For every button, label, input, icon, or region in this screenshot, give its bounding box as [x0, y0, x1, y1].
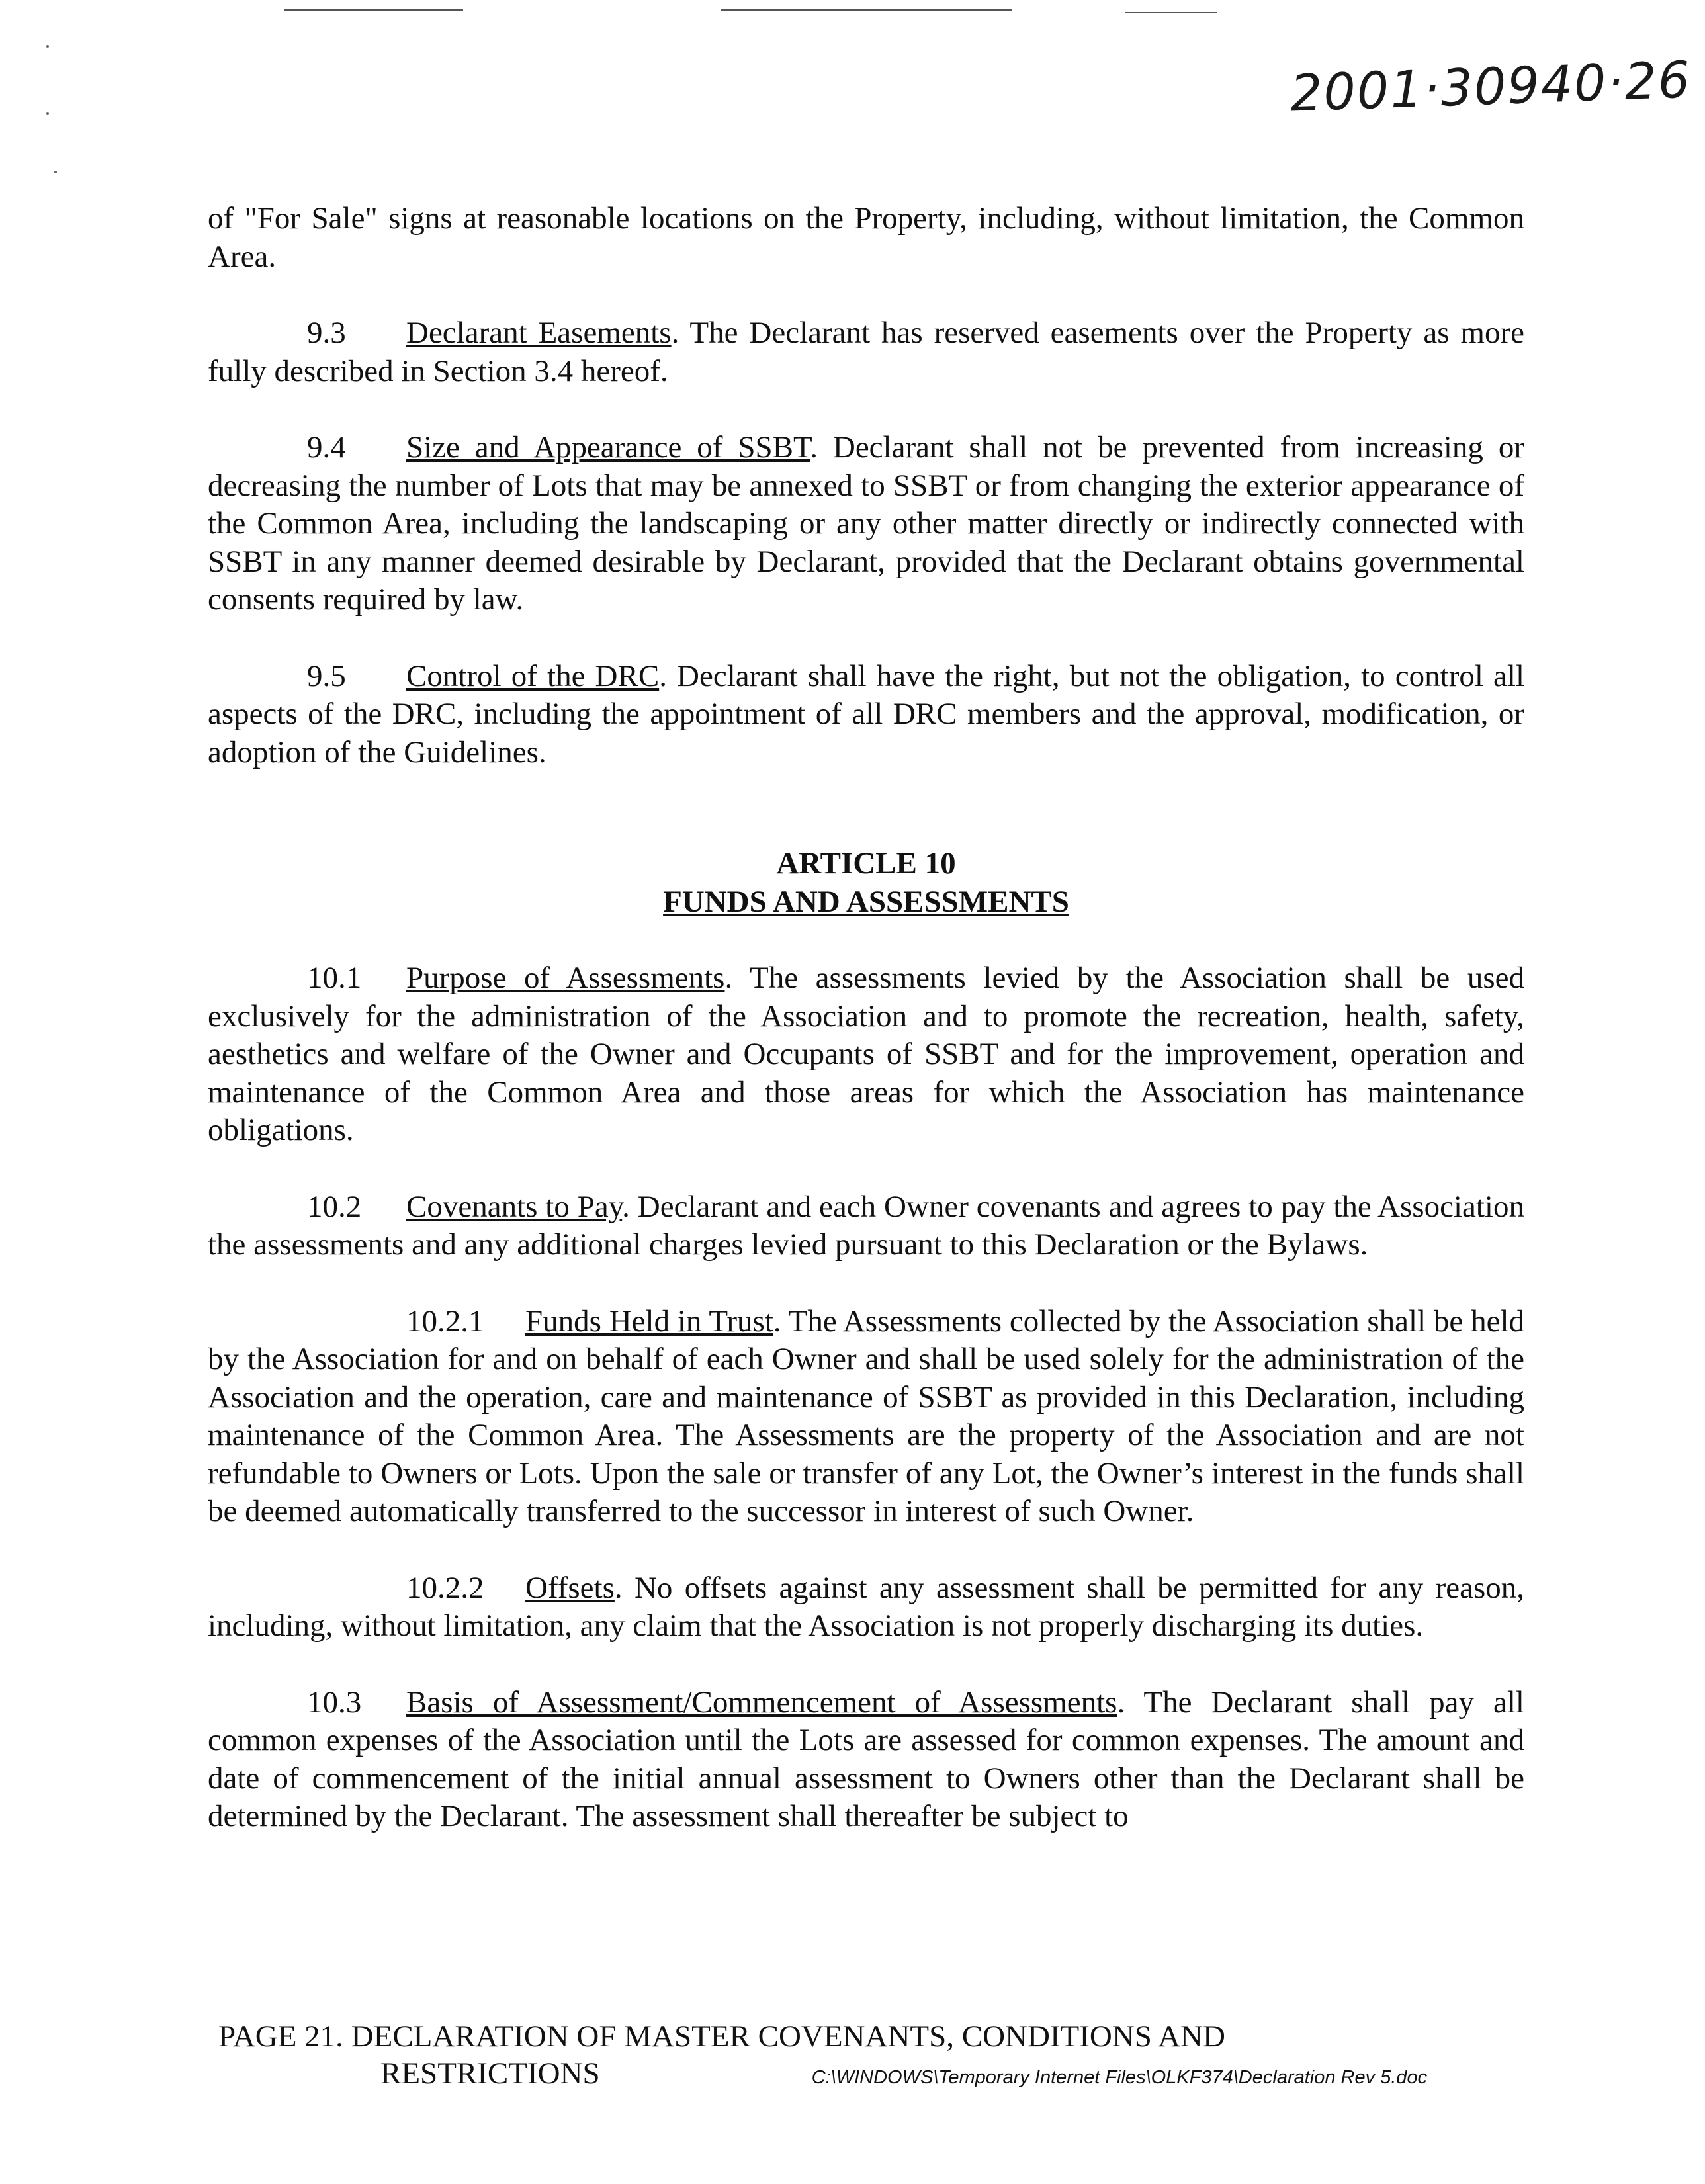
section-number: 10.2.2 — [406, 1570, 484, 1605]
section-text: . The assessments levied by the Association shall be used exclusively for the administration of the Association and to promote the recreation, health, safety, aesthetics and welfare of the Owner and Occupants of SSBT and for the improvement, operation and maintenance of the Common Area and those areas for which the Association has maintenance obligations. — [208, 961, 1524, 1147]
section-9-3 — [208, 314, 1524, 390]
section-heading: Funds Held in Trust — [525, 1303, 773, 1338]
section-10-1 — [208, 959, 1524, 1150]
section-text: . Declarant and each Owner covenants and agrees to pay the Association the assessments and any additional charges levied pursuant to this Declaration or the Bylaws. — [208, 1189, 1524, 1262]
document-body — [208, 200, 1524, 1836]
scan-edge-line-3 — [1125, 12, 1217, 13]
section-text: . Declarant shall not be prevented from increasing or decreasing the number of Lots that may be annexed to SSBT or from changing the exterior appearance of the Common Area, including the landscaping or any other matter directly or indirectly connected with SSBT in any manner deemed desirable by Declarant, provided that the Declarant obtains governmental consents required by law. — [208, 430, 1524, 617]
article-title: FUNDS AND ASSESSMENTS — [663, 885, 1069, 919]
section-number: 10.3 — [307, 1684, 362, 1720]
scan-speck-2 — [46, 112, 49, 115]
recording-number-stamp: 2001·30940·26 — [1289, 50, 1692, 123]
section-number: 10.2 — [307, 1189, 362, 1224]
section-number: 10.2.1 — [406, 1303, 484, 1338]
section-heading: Declarant Easements — [406, 316, 672, 350]
footer-line-1: PAGE 21. DECLARATION OF MASTER COVENANTS, CONDITIONS AND — [218, 2019, 1225, 2054]
section-text: . No offsets against any assessment shall be permitted for any reason, including, without limitation, any claim that the Association is not properly discharging its duties. — [208, 1570, 1524, 1643]
section-heading: Covenants to Pay — [406, 1189, 623, 1224]
footer-continuation: RESTRICTIONS — [380, 2056, 600, 2091]
section-text: . Declarant shall have the right, but not the obligation, to control all aspects of the DRC, including the appointment of all DRC members and the approval, modification, or adoption of the Guidelines. — [208, 658, 1524, 769]
footer-file-path: C:\WINDOWS\Temporary Internet Files\OLKF374\Declaration Rev 5.doc — [811, 2067, 1428, 2088]
section-10-2 — [208, 1188, 1524, 1264]
section-heading: Offsets — [525, 1570, 615, 1605]
section-heading: Size and Appearance of SSBT — [406, 430, 810, 464]
section-number: 9.5 — [307, 658, 346, 693]
article-label: ARTICLE 10 — [776, 846, 956, 881]
footer-line-2 — [218, 2055, 1508, 2096]
scan-speck-1 — [46, 45, 49, 48]
section-10-3 — [208, 1684, 1524, 1836]
section-9-4 — [208, 429, 1524, 619]
scan-speck-3 — [54, 171, 57, 173]
section-text: . The Declarant shall pay all common expenses of the Association until the Lots are assessed for common expenses. The amount and date of commencement of the initial annual assessment to Owners other than the Declarant shall be determined by the Declarant. The assessment shall thereafter be subject to — [208, 1684, 1524, 1833]
scan-edge-line-1 — [284, 9, 463, 11]
article-heading — [208, 844, 1524, 921]
scan-edge-line-2 — [721, 9, 1012, 11]
section-heading: Basis of Assessment/Commencement of Assessments — [406, 1684, 1117, 1720]
section-heading: Control of the DRC — [406, 658, 660, 693]
section-10-2-2 — [208, 1569, 1524, 1645]
section-text: . The Assessments collected by the Association shall be held by the Association for and on behalf of each Owner and shall be used solely for the administration of the Association and the operation, care and maintenance of SSBT as provided in this Declaration, including maintenance of the Common Area. The Assessments are the property of the Association and are not refundable to Owners or Lots. Upon the sale or transfer of any Lot, the Owner’s interest in the funds shall be deemed automatically transferred to the successor in interest of such Owner. — [208, 1303, 1524, 1528]
section-9-5 — [208, 658, 1524, 772]
section-number: 9.3 — [307, 316, 346, 350]
section-text: . The Declarant has reserved easements over the Property as more fully described in Section 3.4 hereof. — [208, 316, 1524, 388]
section-heading: Purpose of Assessments — [406, 961, 725, 995]
intro-paragraph: of "For Sale" signs at reasonable locations on the Property, including, without limitation, the Common Area. — [208, 201, 1524, 274]
page-footer — [218, 2018, 1508, 2096]
section-number: 9.4 — [307, 430, 346, 464]
section-10-2-1 — [208, 1303, 1524, 1531]
section-number: 10.1 — [307, 961, 362, 995]
